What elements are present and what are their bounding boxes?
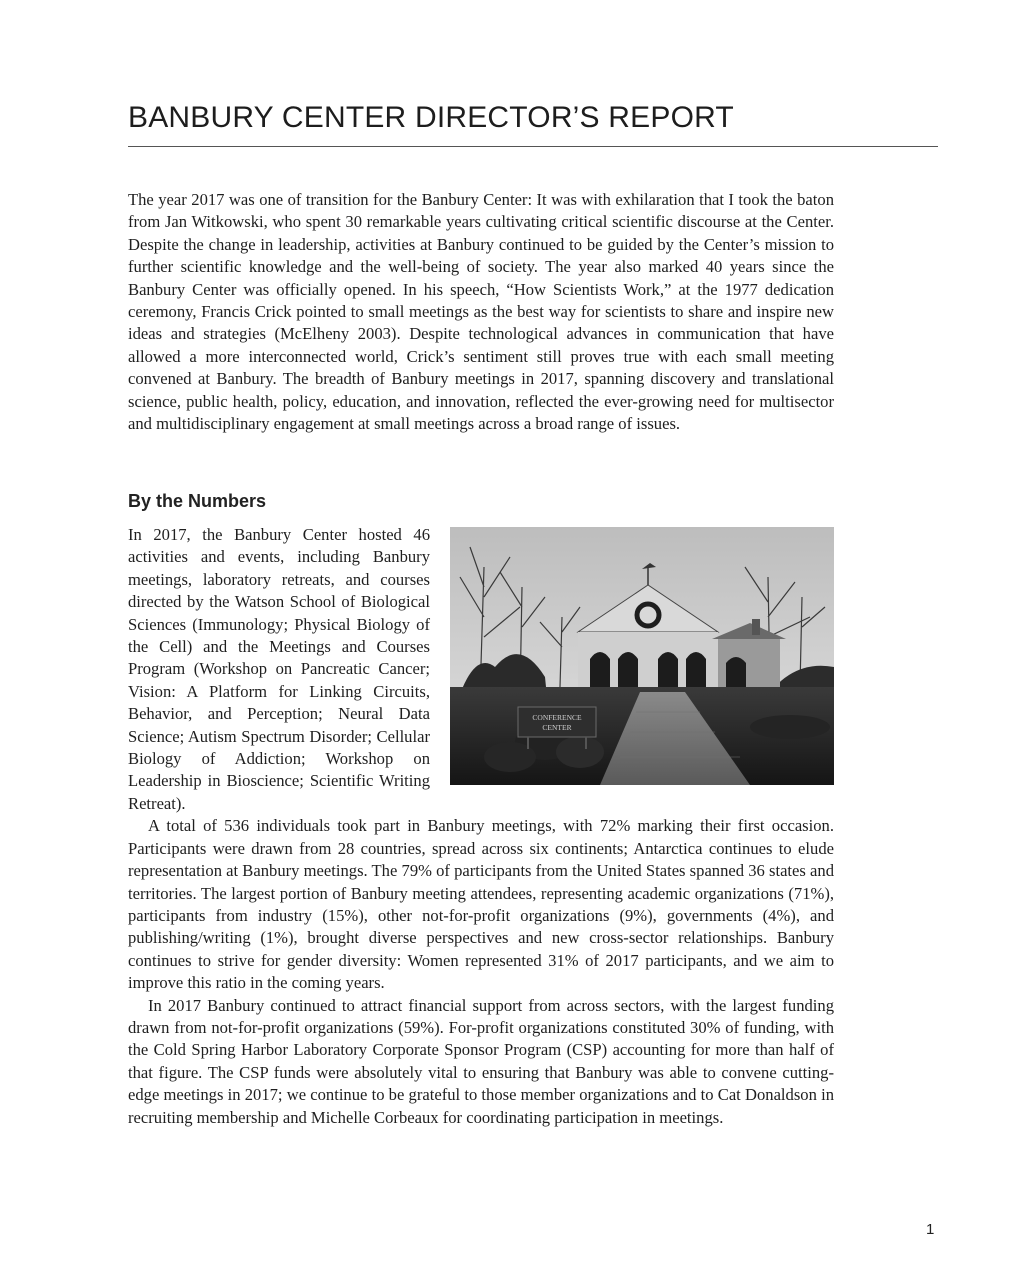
numbers-paragraph-2: A total of 536 individuals took part in Banbury meetings, with 72% marking their first occasion. Participants were drawn from 28 countries, spread across six continents; Antarctica continues to elude representation at Banbury meetings. The 79% of participants from the United States spanned 36 states and territories. The largest portion of Banbury meeting attendees, representing academic organizations (71%), participants from industry (15%), other not-for-profit organizations (9%), governments (4%), and publishing/writing (1%), brought diverse perspectives and new cross-sector relationships. Banbury continues to strive for gender diversity: Women represented 31% of 2017 participants, and we aim to improve this ratio in the coming years. [128, 816, 834, 993]
page-number: 1 [926, 1221, 935, 1238]
photo-sign-line1: CONFERENCE [532, 713, 582, 722]
title-rule [128, 146, 938, 147]
numbers-paragraph-1: In 2017, the Banbury Center hosted 46 activities and events, including Banbury meetings, laboratory retreats, and courses directed by the Watson School of Biological Sciences (Immunology; Physical Biology of the Cell) and the Meetings and Courses Program (Workshop on Pancreatic Cancer; Vision: A Platform for Linking Circuits, Behavior, and Perception; Neural Data Science; Autism Spectrum Disorder; Cellular Biology of Addiction; Workshop on Leadership in Bioscience; Scientific Writing Retreat). [128, 525, 430, 813]
conference-center-photo [450, 527, 834, 785]
by-the-numbers-section [128, 524, 834, 1129]
photo-sign-line2: CENTER [542, 723, 572, 732]
intro-paragraph: The year 2017 was one of transition for the Banbury Center: It was with exhilaration that I took the baton from Jan Witkowski, who spent 30 remarkable years cultivating critical scientific discourse at the Center. Despite the change in leadership, activities at Banbury continued to be guided by the Center’s mission to further scientific knowledge and the well-being of society. The year also marked 40 years since the Banbury Center was officially opened. In his speech, “How Scientists Work,” at the 1977 dedication ceremony, Francis Crick pointed to small meetings as the best way for scientists to share and inspire new ideas and strategies (McElheny 2003). Despite technological advances in communication that have allowed a more interconnected world, Crick’s sentiment still proves true with each small meeting convened at Banbury. The breadth of Banbury meetings in 2017, spanning discovery and translational science, public health, policy, education, and innovation, reflected the ever-growing need for multisector and multidisciplinary engagement at small meetings across a broad range of issues. [128, 190, 834, 434]
section-heading-by-the-numbers: By the Numbers [128, 491, 267, 511]
report-title: BANBURY CENTER DIRECTOR’S REPORT [128, 101, 734, 134]
numbers-paragraph-3: In 2017 Banbury continued to attract financial support from across sectors, with the largest funding drawn from not-for-profit organizations (59%). For-profit organizations constituted 30% of funding, with the Cold Spring Harbor Laboratory Corporate Sponsor Program (CSP) accounting for more than half of that figure. The CSP funds were absolutely vital to ensuring that Banbury was able to convene cutting-edge meetings in 2017; we continue to be grateful to those member organizations and to Cat Donaldson in recruiting membership and Michelle Corbeaux for coordinating participation in meetings. [128, 995, 834, 1127]
